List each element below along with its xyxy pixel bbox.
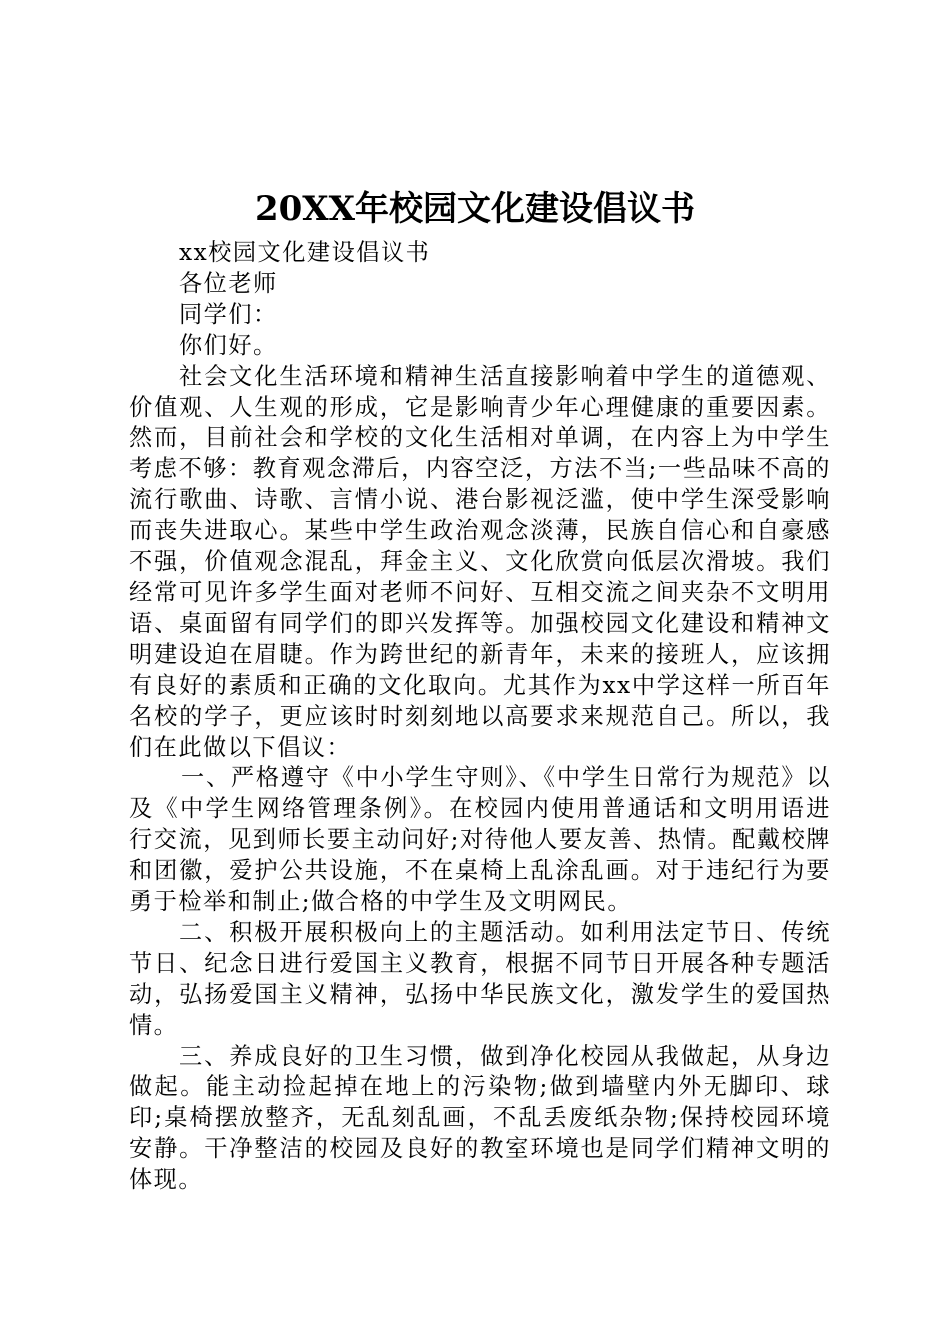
salutation-teachers: 各位老师 [179, 269, 278, 297]
greeting: 你们好。 [179, 331, 278, 359]
document-body [129, 238, 831, 1196]
paragraph-intro: 社会文化生活环境和精神生活直接影响着中学生的道德观、价值观、人生观的形成，它是影响青少年心理健康的重要因素。然而，目前社会和学校的文化生活相对单调，在内容上为中学生考虑不够：教育观念滞后，内容空泛，方法不当;一些品味不高的流行歌曲、诗歌、言情小说、港台影视泛滥，使中学生深受影响而丧失进取心。某些中学生政治观念淡薄，民族自信心和自豪感不强，价值观念混乱，拜金主义、文化欣赏向低层次滑坡。我们经常可见许多学生面对老师不问好、互相交流之间夹杂不文明用语、桌面留有同学们的即兴发挥等。加强校园文化建设和精神文明建设迫在眉睫。作为跨世纪的新青年，未来的接班人，应该拥有良好的素质和正确的文化取向。尤其作为xx中学这样一所百年名校的学子，更应该时时刻刻地以高要求来规范自己。所以，我们在此做以下倡议： [129, 362, 831, 761]
subtitle-line: xx校园文化建设倡议书 [179, 239, 431, 266]
document-title: 20XX年校园文化建设倡议书 [254, 189, 696, 229]
paragraph-proposal-1: 一、严格遵守《中小学生守则》、《中学生日常行为规范》以及《中学生网络管理条例》。在校园内使用普通话和文明用语进行交流，见到师长要主动问好;对待他人要友善、热情。配戴校牌和团徽，爱护公共设施，不在桌椅上乱涂乱画。对于违纪行为要勇于检举和制止;做合格的中学生及文明网民。 [129, 764, 831, 916]
salutation-students: 同学们： [179, 300, 278, 328]
paragraph-proposal-2: 二、积极开展积极向上的主题活动。如利用法定节日、传统节日、纪念日进行爱国主义教育，根据不同节日开展各种专题活动，弘扬爱国主义精神，弘扬中华民族文化，激发学生的爱国热情。 [129, 918, 831, 1039]
paragraph-proposal-3: 三、养成良好的卫生习惯，做到净化校园从我做起，从身边做起。能主动捡起掉在地上的污染物;做到墙壁内外无脚印、球印;桌椅摆放整齐，无乱刻乱画，不乱丢废纸杂物;保持校园环境安静。干净整洁的校园及良好的教室环境也是同学们精神文明的体现。 [129, 1042, 831, 1194]
